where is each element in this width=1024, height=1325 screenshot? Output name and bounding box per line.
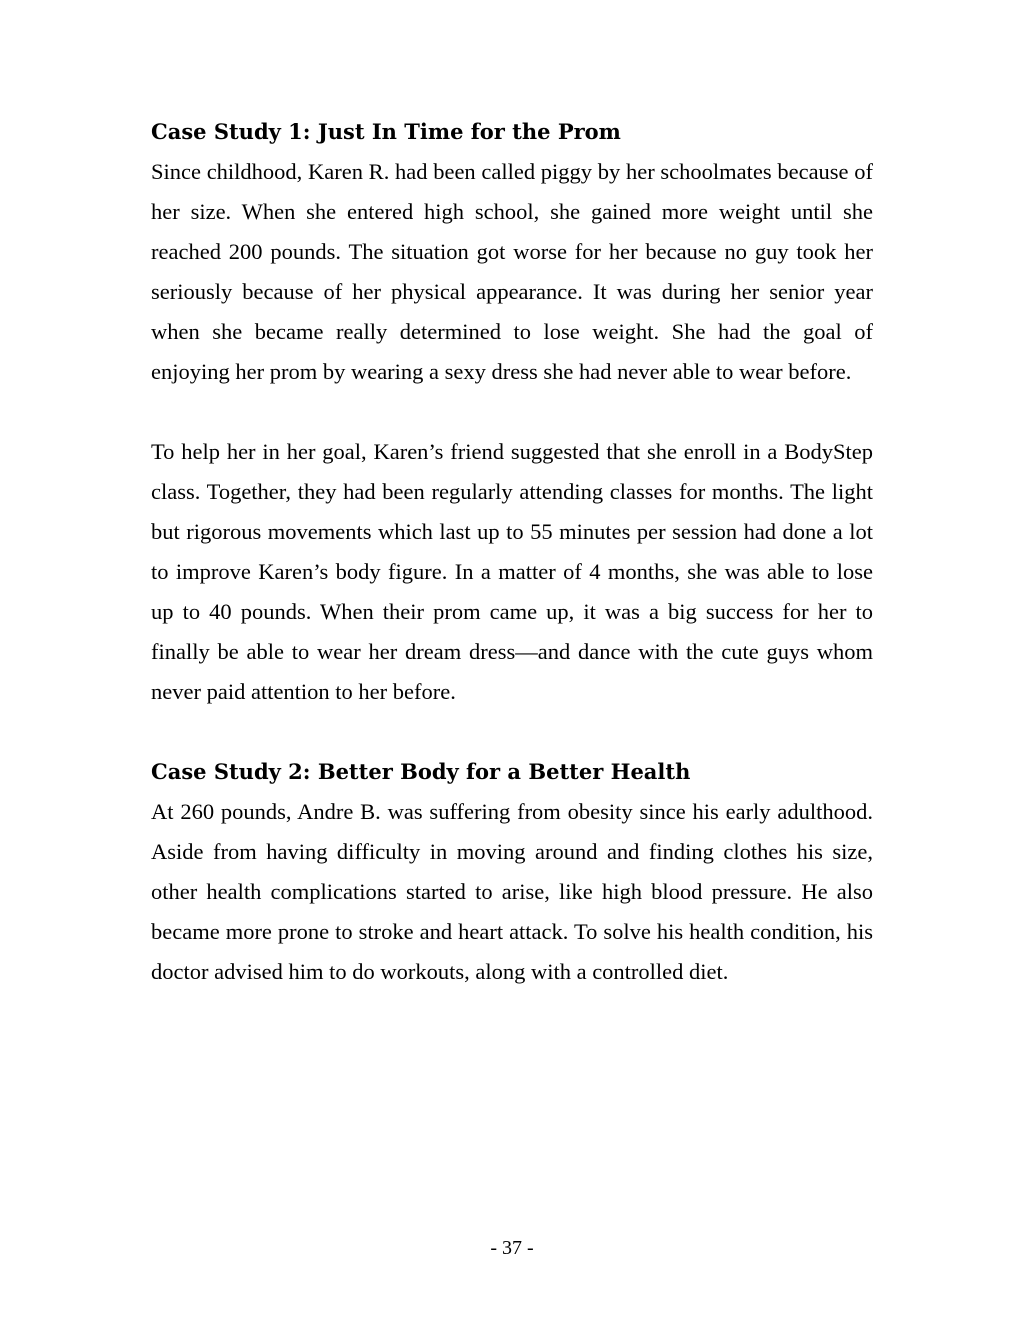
paragraph-spacer (151, 392, 873, 432)
case-study-1-paragraph-1: Since childhood, Karen R. had been called piggy by her schoolmates because of her size. When she entered high school, she gained more weight until she reached 200 pounds. The situation got worse for her because no guy took her seriously because of her physical appearance. It was during her senior year when she became really determined to lose weight. She had the goal of enjoying her prom by wearing a sexy dress she had never able to wear before. (151, 159, 873, 384)
section-spacer (151, 712, 873, 752)
case-study-2-heading: Case Study 2: Better Body for a Better Health (151, 759, 691, 784)
case-study-1-heading: Case Study 1: Just In Time for the Prom (151, 119, 621, 144)
page-number: - 37 - (490, 1237, 534, 1259)
page-content (151, 112, 873, 992)
case-study-2-paragraph-1: At 260 pounds, Andre B. was suffering from obesity since his early adulthood. Aside from having difficulty in moving around and finding clothes his size, other health complications started to arise, like high blood pressure. He also became more prone to stroke and heart attack. To solve his health condition, his doctor advised him to do workouts, along with a controlled diet. (151, 799, 873, 984)
case-study-1-paragraph-2: To help her in her goal, Karen’s friend suggested that she enroll in a BodyStep class. Together, they had been regularly attending classes for months. The light but rigorous movements which last up to 55 minutes per session had done a lot to improve Karen’s body figure. In a matter of 4 months, she was able to lose up to 40 pounds. When their prom came up, it was a big success for her to finally be able to wear her dream dress—and dance with the cute guys whom never paid attention to her before. (151, 439, 873, 704)
